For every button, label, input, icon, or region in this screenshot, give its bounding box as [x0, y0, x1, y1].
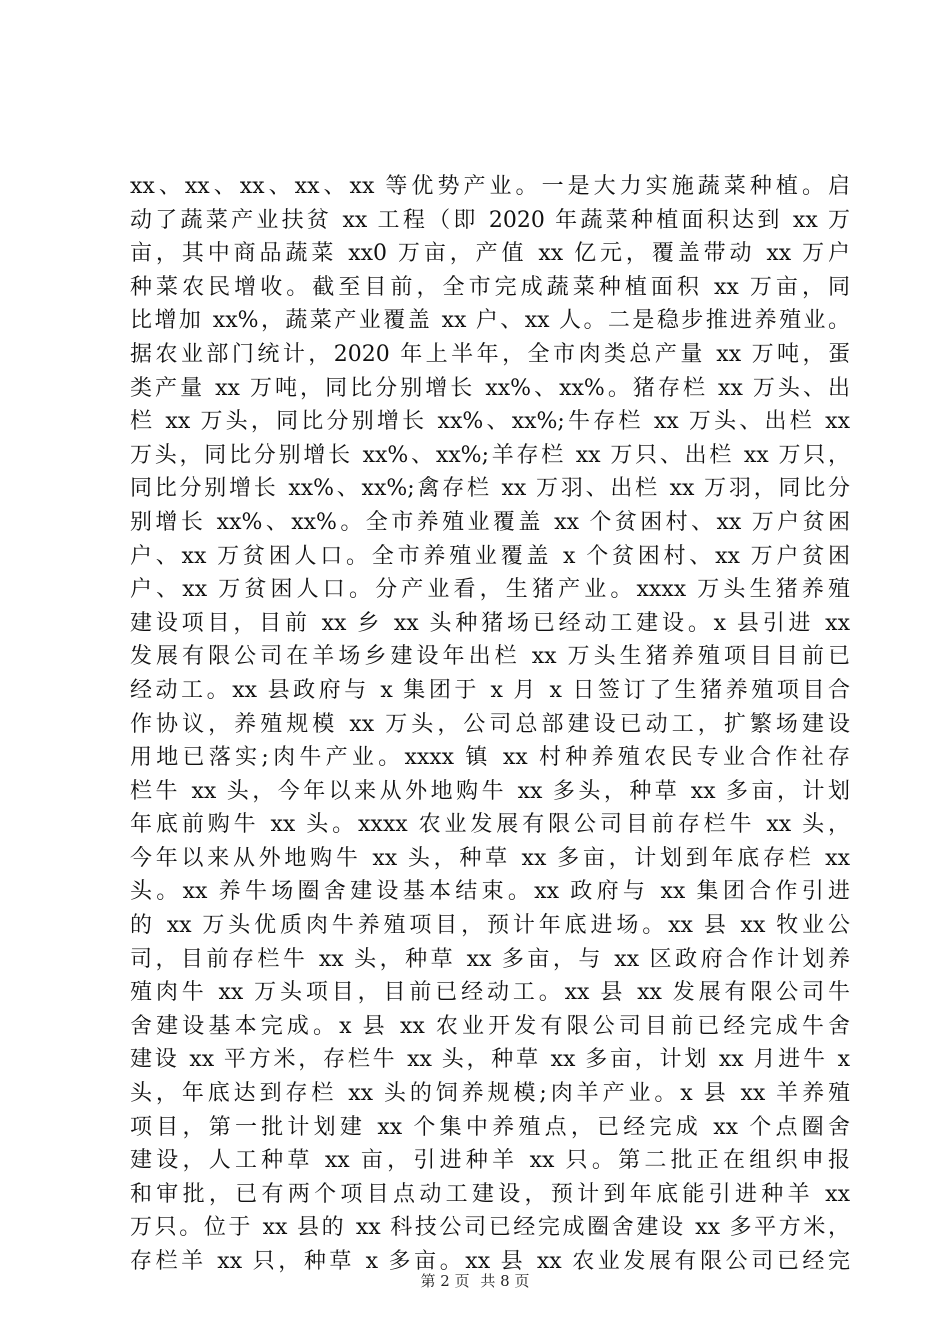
- text-line: 头。xx 养牛场圈舍建设基本结束。xx 政府与 xx 集团合作引进: [130, 879, 850, 905]
- text-line: 建设项目，目前 xx 乡 xx 头种猪场已经动工建设。x 县引进 xx: [130, 610, 850, 636]
- text-line: 项目，第一批计划建 xx 个集中养殖点，已经完成 xx 个点圈舍: [130, 1114, 850, 1140]
- page-footer: [0, 1270, 950, 1291]
- text-line: 的 xx 万头优质肉牛养殖项目，预计年底进场。xx 县 xx 牧业公: [130, 913, 850, 939]
- text-line: 比增加 xx%，蔬菜产业覆盖 xx 户、xx 人。二是稳步推进养殖业。: [130, 308, 850, 334]
- text-line: 类产量 xx 万吨，同比分别增长 xx%、xx%。猪存栏 xx 万头、出: [130, 375, 850, 401]
- text-line: 户、xx 万贫困人口。全市养殖业覆盖 x 个贫困村、xx 万户贫困: [130, 543, 850, 569]
- text-line: 户、xx 万贫困人口。分产业看，生猪产业。xxxx 万头生猪养殖: [130, 577, 850, 603]
- total-page-count: 共 8 页: [480, 1272, 530, 1290]
- text-line: 经动工。xx 县政府与 x 集团于 x 月 x 日签订了生猪养殖项目合: [130, 677, 850, 703]
- text-line: 建设 xx 平方米，存栏牛 xx 头，种草 xx 多亩，计划 xx 月进牛 x: [130, 1047, 850, 1073]
- text-line: 司，目前存栏牛 xx 头，种草 xx 多亩，与 xx 区政府合作计划养: [130, 946, 850, 972]
- text-line: xx、xx、xx、xx、xx 等优势产业。一是大力实施蔬菜种植。启: [130, 174, 850, 199]
- text-line: 种菜农民增收。截至目前，全市完成蔬菜种植面积 xx 万亩，同: [130, 274, 850, 300]
- text-line: 同比分别增长 xx%、xx%;禽存栏 xx 万羽、出栏 xx 万羽，同比分: [130, 476, 850, 502]
- text-line: 用地已落实;肉牛产业。xxxx 镇 xx 村种养殖农民专业合作社存: [130, 745, 850, 771]
- text-line: 据农业部门统计，2020 年上半年，全市肉类总产量 xx 万吨，蛋: [130, 341, 850, 367]
- text-line: 动了蔬菜产业扶贫 xx 工程（即 2020 年蔬菜种植面积达到 xx 万: [130, 207, 850, 233]
- text-line: 头，年底达到存栏 xx 头的饲养规模;肉羊产业。x 县 xx 羊养殖: [130, 1081, 850, 1107]
- text-line: 万只。位于 xx 县的 xx 科技公司已经完成圈舍建设 xx 多平方米，: [130, 1215, 850, 1241]
- text-line: 别增长 xx%、xx%。全市养殖业覆盖 xx 个贫困村、xx 万户贫困: [130, 509, 850, 535]
- text-line: 建设，人工种草 xx 亩，引进种羊 xx 只。第二批正在组织申报: [130, 1148, 850, 1174]
- text-line: 存栏羊 xx 只，种草 x 多亩。xx 县 xx 农业发展有限公司已经完: [130, 1249, 850, 1274]
- text-line: 殖肉牛 xx 万头项目，目前已经动工。xx 县 xx 发展有限公司牛: [130, 980, 850, 1006]
- text-line: 万头，同比分别增长 xx%、xx%;羊存栏 xx 万只、出栏 xx 万只，: [130, 442, 850, 468]
- text-line: 栏 xx 万头，同比分别增长 xx%、xx%;牛存栏 xx 万头、出栏 xx: [130, 409, 850, 435]
- text-line: 和审批，已有两个项目点动工建设，预计到年底能引进种羊 xx: [130, 1181, 850, 1207]
- text-line: 年底前购牛 xx 头。xxxx 农业发展有限公司目前存栏牛 xx 头，: [130, 812, 850, 838]
- text-line: 作协议，养殖规模 xx 万头，公司总部建设已动工，扩繁场建设: [130, 711, 850, 737]
- text-line: 舍建设基本完成。x 县 xx 农业开发有限公司目前已经完成牛舍: [130, 1013, 850, 1039]
- text-line: 今年以来从外地购牛 xx 头，种草 xx 多亩，计划到年底存栏 xx: [130, 845, 850, 871]
- current-page-number: 第 2 页: [420, 1272, 470, 1290]
- text-line: 栏牛 xx 头，今年以来从外地购牛 xx 多头，种草 xx 多亩，计划: [130, 778, 850, 804]
- text-line: 亩，其中商品蔬菜 xx0 万亩，产值 xx 亿元，覆盖带动 xx 万户: [130, 241, 850, 267]
- body-text: [130, 170, 850, 1279]
- text-line: 发展有限公司在羊场乡建设年出栏 xx 万头生猪养殖项目目前已: [130, 644, 850, 670]
